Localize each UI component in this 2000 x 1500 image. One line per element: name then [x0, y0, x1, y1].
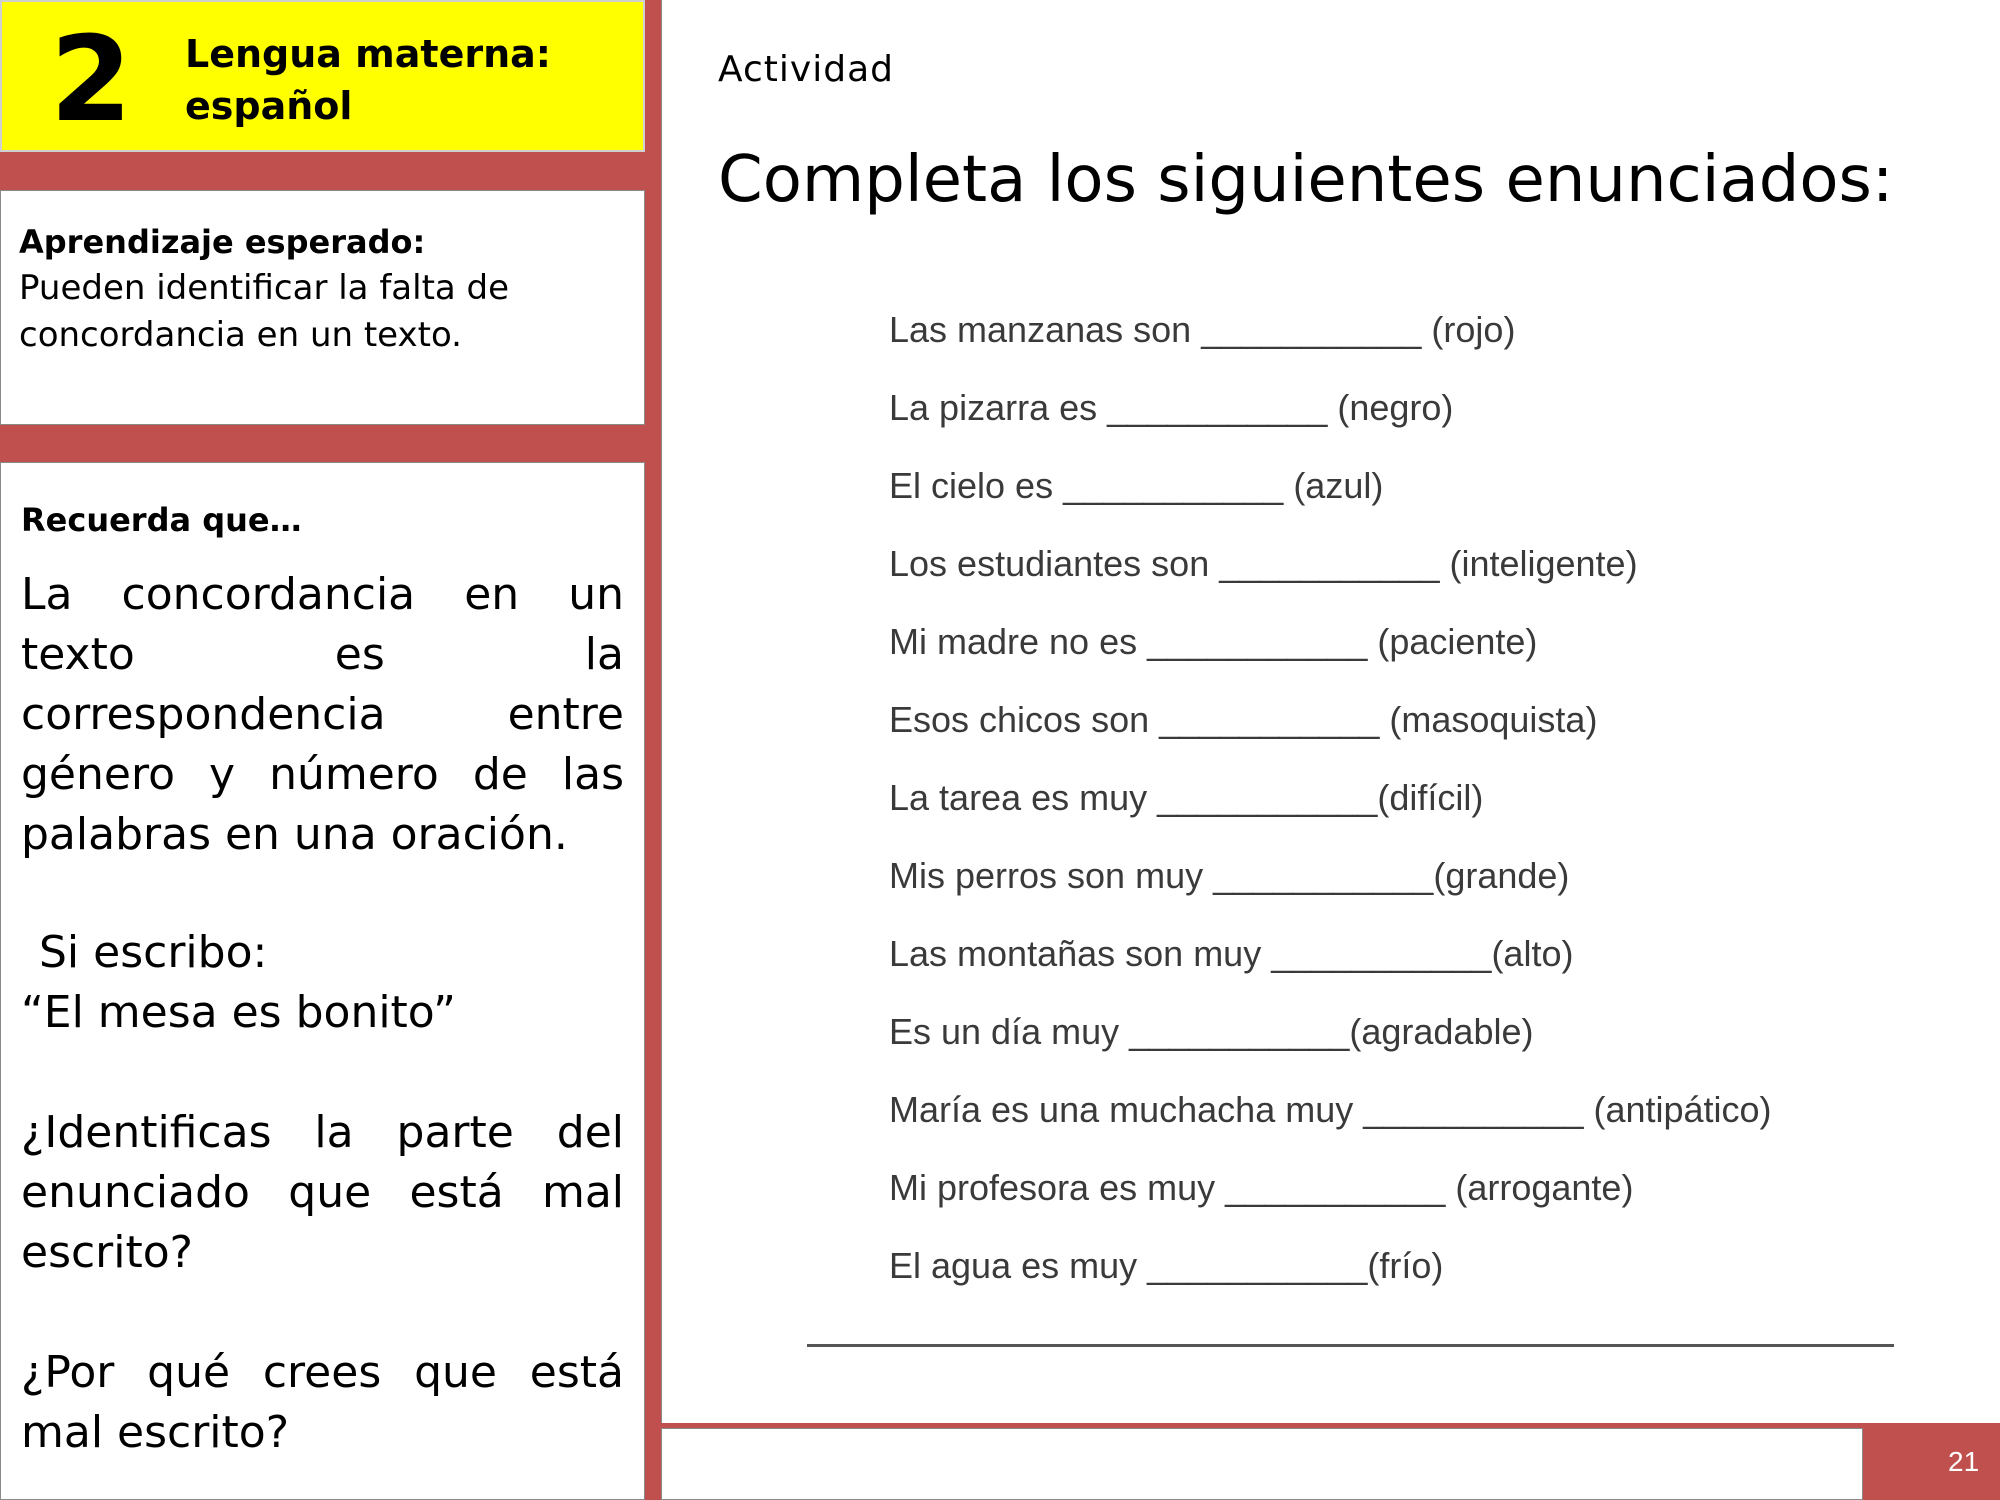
unit-subject: [185, 28, 551, 132]
unit-number: 2: [50, 10, 133, 148]
subject-line-1: Lengua materna:: [185, 32, 551, 76]
example-block: [21, 923, 624, 1043]
exercise-item: Mi profesora es muy ___________ (arrogante): [889, 1167, 1634, 1208]
objective-text: Pueden identificar la falta de concordancia en un texto.: [19, 268, 510, 355]
subject-line-2: español: [185, 84, 353, 128]
reminder-panel: [0, 462, 645, 1500]
activity-title: Completa los siguientes enunciados:: [718, 143, 1894, 217]
question-why: ¿Por qué crees que está mal escrito?: [21, 1347, 624, 1458]
exercise-list: [889, 300, 1979, 1314]
exercise-item: Es un día muy ___________(agradable): [889, 1011, 1534, 1052]
example-intro: Si escribo:: [39, 927, 268, 978]
activity-panel: [661, 0, 2000, 1423]
exercise-item: Mis perros son muy ___________(grande): [889, 855, 1570, 896]
exercise-item: Las montañas son muy ___________(alto): [889, 933, 1574, 974]
exercise-item: La pizarra es ___________ (negro): [889, 387, 1454, 428]
activity-label: Actividad: [718, 49, 894, 90]
exercise-item: Las manzanas son ___________ (rojo): [889, 309, 1516, 350]
example-sentence: “El mesa es bonito”: [21, 987, 456, 1038]
exercise-item: El agua es muy ___________(frío): [889, 1245, 1444, 1286]
objective-heading: Aprendizaje esperado:: [19, 223, 426, 261]
unit-header: [0, 0, 645, 152]
footer-bar: [661, 1428, 1863, 1500]
reminder-heading: Recuerda que…: [21, 501, 302, 539]
exercise-item: Esos chicos son ___________ (masoquista): [889, 699, 1598, 740]
page-number: 21: [1948, 1446, 1980, 1477]
exercise-item: El cielo es ___________ (azul): [889, 465, 1384, 506]
reminder-body: [21, 565, 624, 1463]
question-identify: ¿Identificas la parte del enunciado que está mal escrito?: [21, 1107, 624, 1278]
exercise-item: La tarea es muy ___________(difícil): [889, 777, 1484, 818]
concordance-definition: La concordancia en un texto es la correspondencia entre género y número de las palabras en una oración.: [21, 569, 624, 860]
learning-objective-panel: [0, 190, 645, 425]
exercise-item: María es una muchacha muy ___________ (antipático): [889, 1089, 1772, 1130]
exercise-item: Los estudiantes son ___________ (inteligente): [889, 543, 1638, 584]
exercise-item: Mi madre no es ___________ (paciente): [889, 621, 1538, 662]
divider-line: [807, 1344, 1894, 1347]
